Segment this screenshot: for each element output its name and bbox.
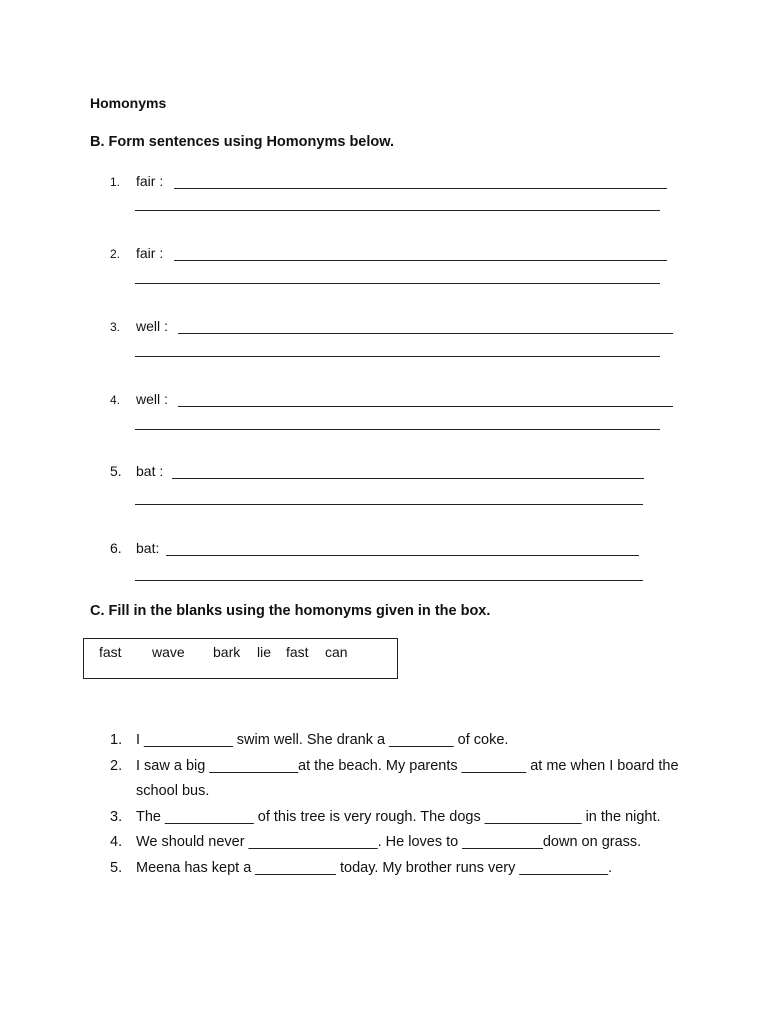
word-box: [83, 638, 398, 679]
homonym-word: fair :: [136, 245, 164, 261]
list-item: [110, 754, 680, 805]
sentence-text: We should never ________________. He loves to __________down on grass.: [136, 834, 642, 850]
sentence-text: The ___________ of this tree is very rough. The dogs ____________ in the night.: [136, 808, 661, 825]
answer-line: [172, 478, 644, 479]
item-number: 3.: [110, 808, 123, 825]
box-word: fast: [99, 644, 122, 660]
item-number: 3.: [110, 320, 121, 334]
homonym-word: fair :: [136, 173, 164, 189]
item-number: 1.: [110, 175, 121, 189]
item-number: 6.: [110, 540, 122, 556]
item-number: 4.: [110, 393, 121, 407]
answer-line: [135, 283, 660, 284]
list-item: [110, 172, 163, 191]
answer-line: [135, 504, 643, 505]
answer-line: [135, 429, 660, 430]
item-number: 1.: [110, 732, 123, 748]
box-word: can: [325, 644, 348, 660]
homonym-word: bat :: [136, 463, 164, 479]
box-word: bark: [213, 644, 241, 660]
homonym-word: well :: [136, 318, 168, 334]
list-item: [110, 856, 680, 882]
box-word: lie: [257, 644, 272, 660]
answer-line: [178, 333, 673, 334]
item-number: 4.: [110, 834, 123, 850]
sentence-text: Meena has kept a __________ today. My brother runs very ___________.: [136, 859, 613, 876]
section-b-heading: B. Form sentences using Homonyms below.: [90, 134, 395, 150]
sentence-text: I saw a big ___________at the beach. My parents ________ at me when I board the school bus.: [136, 757, 679, 799]
list-item: [110, 244, 163, 263]
homonym-word: bat:: [136, 540, 160, 556]
list-item: [110, 462, 163, 480]
item-number: 2.: [110, 247, 121, 261]
list-item: [110, 317, 168, 336]
answer-line: [166, 555, 639, 556]
box-word: wave: [152, 644, 185, 660]
answer-line: [174, 188, 667, 189]
list-item: [110, 728, 680, 754]
section-c-heading: C. Fill in the blanks using the homonyms given in the box.: [90, 603, 491, 619]
answer-line: [135, 580, 643, 581]
list-item: [110, 390, 168, 409]
box-word: fast: [286, 644, 309, 660]
list-item: [110, 830, 680, 856]
item-number: 5.: [110, 463, 122, 479]
answer-line: [135, 356, 660, 357]
list-item: [110, 539, 159, 557]
answer-line: [135, 210, 660, 211]
item-number: 2.: [110, 757, 123, 774]
sentence-text: I ___________ swim well. She drank a ________ of coke.: [136, 732, 509, 748]
fill-in-list: [110, 728, 680, 881]
item-number: 5.: [110, 859, 123, 876]
list-item: [110, 805, 680, 831]
worksheet-title: Homonyms: [90, 95, 167, 111]
answer-line: [174, 260, 667, 261]
answer-line: [178, 406, 673, 407]
homonym-word: well :: [136, 391, 168, 407]
